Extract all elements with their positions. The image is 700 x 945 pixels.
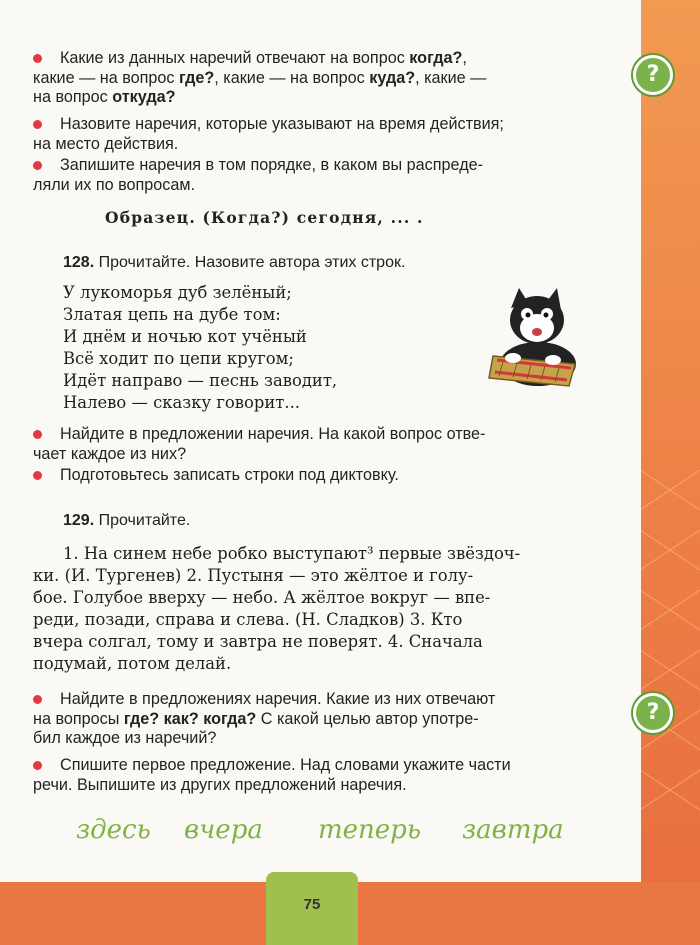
poem-line: Всё ходит по цепи кругом; — [63, 349, 294, 368]
bullet-dot — [33, 695, 42, 704]
bold-question: когда? — [409, 49, 463, 67]
bullet-text: , — [462, 49, 467, 67]
bullet-text: чает каждое из них? — [33, 444, 187, 463]
poem-line: Златая цепь на дубе том: — [63, 305, 281, 324]
exercise-129-header — [63, 512, 190, 530]
bullet-text: бил каждое из наречий? — [33, 729, 217, 747]
text-line: реди, позади, справа и слева. (Н. Сладков) 3. Кто — [33, 610, 463, 629]
exercise-number: 128. — [63, 254, 95, 271]
bullet-text: Найдите в предложении наречия. На какой вопрос отве- — [60, 425, 486, 443]
poem-line: У лукоморья дуб зелёный; — [63, 283, 292, 302]
bullet-text: Подготовьтесь записать строки под диктовку. — [60, 466, 399, 484]
text-line: подумай, потом делай. — [33, 654, 232, 673]
exercise-129-text — [33, 543, 608, 675]
poem — [63, 282, 337, 414]
cat-with-gusli-illustration — [483, 286, 583, 401]
bullet-text: Спишите первое предложение. Над словами укажите части — [60, 756, 511, 774]
text-line: вчера солгал, тому и завтра не поверят. 4. Сначала — [33, 632, 483, 651]
handwritten-word: завтра — [462, 815, 564, 845]
bullet-text: на место действия. — [33, 134, 179, 153]
bullet-text: какие — на вопрос — [33, 68, 179, 87]
bold-question: куда? — [369, 68, 416, 87]
poem-line: И днём и ночью кот учёный — [63, 327, 307, 346]
poem-line: Идёт направо — песнь заводит, — [63, 371, 338, 390]
bullet-item — [33, 49, 613, 108]
bullet-dot — [33, 430, 42, 439]
text-line: ки. (И. Тургенев) 2. Пустыня — это жёлтое и голу- — [33, 566, 474, 585]
bullet-text: С какой целью автор употре- — [256, 709, 479, 728]
sample-line: Образец. (Когда?) сегодня, ... . — [105, 208, 424, 227]
bullet-text: Запишите наречия в том порядке, в каком вы распреде- — [60, 156, 484, 174]
text-line: бое. Голубое вверху — небо. А жёлтое вокруг — впе- — [33, 588, 491, 607]
bullet-text: Найдите в предложениях наречия. Какие из них отвечают — [60, 690, 496, 708]
exercise-task: Прочитайте. — [98, 512, 191, 529]
text-line: 1. На синем небе робко выступают³ первые звёздоч- — [63, 544, 521, 563]
bullet-text: , какие — — [415, 68, 487, 87]
handwritten-word: здесь — [76, 815, 151, 845]
bullet-text: на вопросы — [33, 709, 124, 728]
bullet-item — [33, 425, 613, 464]
bullet-item — [33, 756, 613, 795]
bullet-dot — [33, 471, 42, 480]
question-badge-icon: ? — [633, 693, 673, 733]
bullet-text: на вопрос — [33, 88, 113, 106]
bullet-dot — [33, 120, 42, 129]
handwritten-word: вчера — [184, 815, 263, 845]
bullet-item — [33, 156, 613, 195]
bullet-text: , какие — на вопрос — [214, 68, 370, 87]
bullet-text: речи. Выпишите из других предложений наречия. — [33, 775, 407, 794]
bullet-item — [33, 115, 613, 154]
bold-question: откуда? — [112, 88, 176, 106]
page-number: 75 — [303, 896, 321, 913]
bullet-dot — [33, 161, 42, 170]
bold-question: где? — [178, 68, 215, 87]
bullet-text: Назовите наречия, которые указывают на время действия; — [60, 115, 504, 133]
bold-question: где? как? когда? — [123, 709, 257, 728]
bullet-item — [33, 690, 613, 749]
handwritten-word: теперь — [318, 815, 421, 845]
bullet-text: Какие из данных наречий отвечают на вопрос — [60, 49, 410, 67]
poem-line: Налево — сказку говорит... — [63, 393, 300, 412]
bullet-item — [33, 466, 613, 486]
exercise-number: 129. — [63, 512, 95, 529]
bullet-dot — [33, 761, 42, 770]
bullet-text: ляли их по вопросам. — [33, 175, 196, 194]
bullet-dot — [33, 54, 42, 63]
exercise-128-header — [63, 254, 405, 272]
question-badge-icon: ? — [633, 55, 673, 95]
exercise-task: Прочитайте. Назовите автора этих строк. — [98, 254, 406, 271]
page-number-tab — [266, 872, 358, 945]
